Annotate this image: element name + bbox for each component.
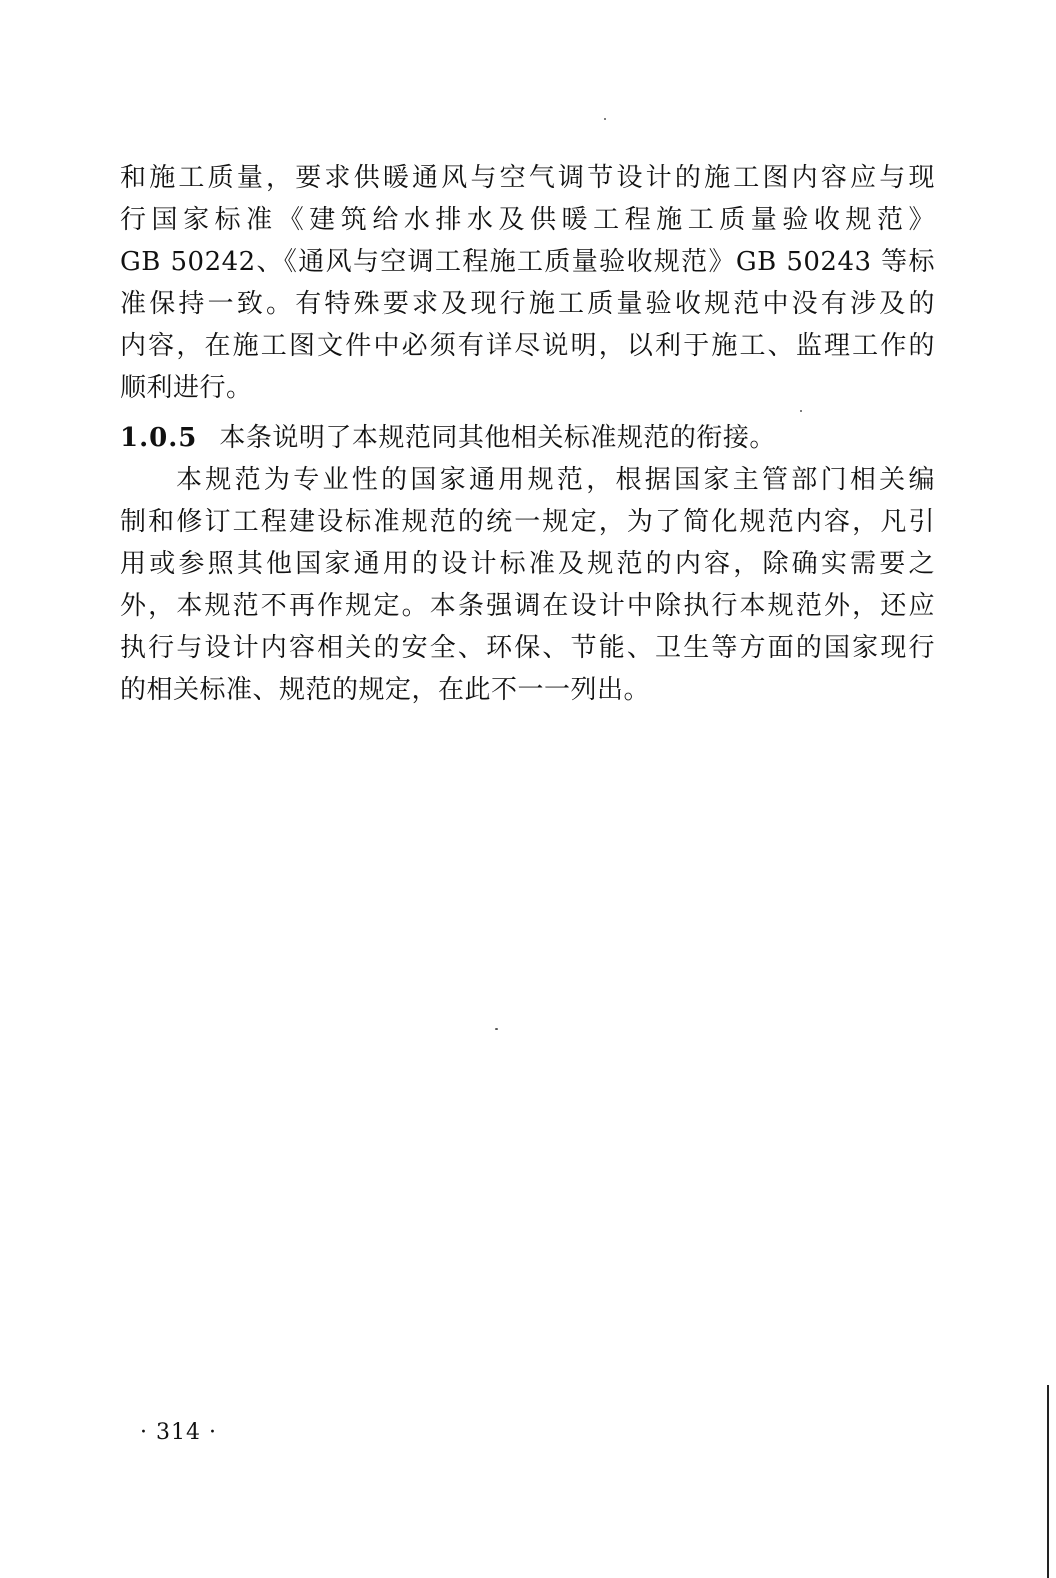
clause-text: 本条说明了本规范同其他相关标准规范的衔接。 <box>219 423 776 453</box>
paragraph-1-line-1: 和施工质量，要求供暖通风与空气调节设计的施工图内容应与现 <box>120 163 935 193</box>
page-number: · 314 · <box>140 1420 217 1445</box>
paragraph-2-line-2: 制和修订工程建设标准规范的统一规定，为了简化规范内容，凡引 <box>120 507 935 537</box>
paragraph-1-line-3: GB 50242、《通风与空调工程施工质量验收规范》GB 50243 等标 <box>120 247 935 277</box>
paragraph-1-line-2: 行国家标准《建筑给水排水及供暖工程施工质量验收规范》 <box>120 205 935 235</box>
paragraph-1-line-4: 准保持一致。有特殊要求及现行施工质量验收规范中没有涉及的 <box>120 289 935 319</box>
scan-speck <box>495 1028 498 1030</box>
paragraph-2-line-3: 用或参照其他国家通用的设计标准及规范的内容，除确实需要之 <box>120 549 935 579</box>
clause-number: 1.0.5 <box>120 423 198 453</box>
clause-heading <box>120 417 776 459</box>
scan-speck <box>604 118 606 120</box>
paragraph-2-line-4: 外，本规范不再作规定。本条强调在设计中除执行本规范外，还应 <box>120 591 935 621</box>
paragraph-2-line-6: 的相关标准、规范的规定，在此不一一列出。 <box>120 675 651 705</box>
paragraph-2-line-1: 本规范为专业性的国家通用规范，根据国家主管部门相关编 <box>176 465 935 495</box>
scan-speck <box>800 410 802 412</box>
paragraph-1-line-5: 内容，在施工图文件中必须有详尽说明，以利于施工、监理工作的 <box>120 331 935 361</box>
scan-edge-line <box>1047 1385 1049 1578</box>
paragraph-1-line-6: 顺利进行。 <box>120 373 253 403</box>
paragraph-2-line-5: 执行与设计内容相关的安全、环保、节能、卫生等方面的国家现行 <box>120 633 935 663</box>
